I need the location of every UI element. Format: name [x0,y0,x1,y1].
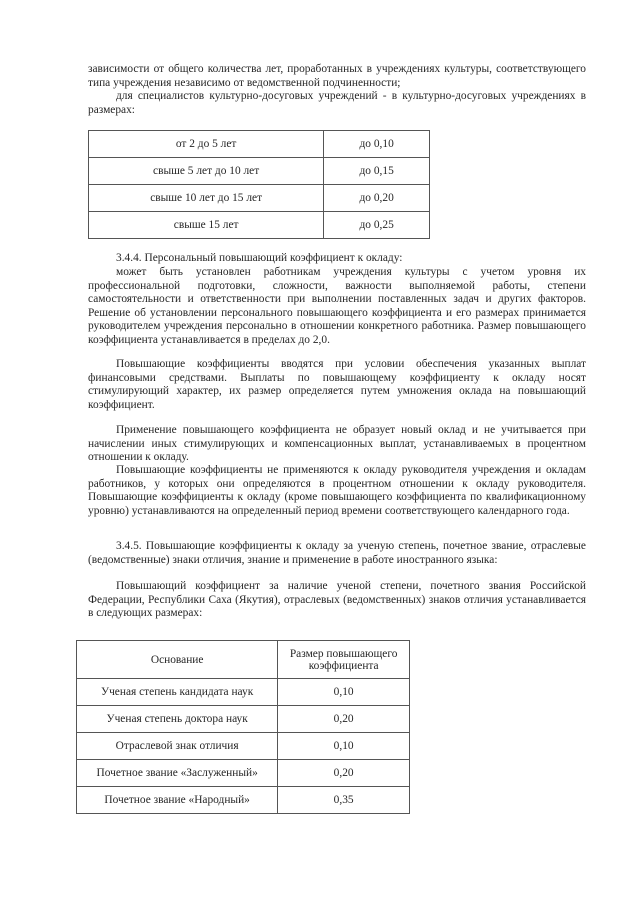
section-3-4-5: 3.4.5. Повышающие коэффициенты к окладу за ученую степень, почетное звание, отраслевые (ведомственные) знаки отличия, знание и применение в работе иностранного языка: [88,540,586,566]
basis-cell: Почетное звание «Народный» [77,787,278,814]
table-row [77,760,410,787]
table-row [77,679,410,706]
experience-period: от 2 до 5 лет [89,131,324,158]
table-header-row [77,641,410,679]
table-row [77,787,410,814]
table-row [89,158,430,185]
value-cell: 0,20 [278,706,410,733]
basis-cell: Почетное звание «Заслуженный» [77,760,278,787]
header-size: Размер повышающего коэффициента [278,641,410,679]
table-row [89,212,430,239]
paragraph-funds: Повышающие коэффициенты вводятся при условии обеспечения указанных выплат финансовыми средствами. Выплаты по повышающему коэффициенту к окладу носят стимулирующий характер, их размер определяется путем умножения оклада на повышающий коэффициент. [88,358,586,411]
paragraph-application: Применение повышающего коэффициента не образует новый оклад и не учитывается при начислении иных стимулирующих и компенсационных выплат, устанавливаемых в процентном отношении к окладу. [88,424,586,464]
value-cell: 0,10 [278,733,410,760]
basis-cell: Ученая степень доктора наук [77,706,278,733]
table-row [77,733,410,760]
table-row [89,131,430,158]
paragraph-dependency: зависимости от общего количества лет, проработанных в учреждениях культуры, соответствующего типа учреждения независимо от ведомственной подчиненности; [88,63,586,89]
experience-value: до 0,20 [324,185,430,212]
value-cell: 0,10 [278,679,410,706]
table-row [89,185,430,212]
experience-period: свыше 10 лет до 15 лет [89,185,324,212]
paragraph-head: Повышающие коэффициенты не применяются к окладу руководителя учреждения и окладам работников, у которых они определяются в процентном отношении к окладу руководителя. Повышающие коэффициенты к окладу (кроме повышающего коэффициента по квалификационному уровню) устанавливаются на определенный период времени соответствующего календарного года. [88,464,586,517]
paragraph-degree: Повышающий коэффициент за наличие ученой степени, почетного звания Российской Федерации, Республики Саха (Якутия), отраслевых (ведомственных) знаков отличия устанавливается в следующих размерах: [88,580,586,620]
value-cell: 0,20 [278,760,410,787]
experience-period: свыше 15 лет [89,212,324,239]
experience-table [88,130,430,239]
experience-value: до 0,25 [324,212,430,239]
experience-value: до 0,15 [324,158,430,185]
paragraph-3-4-4: может быть установлен работникам учреждения культуры с учетом уровня их профессиональной подготовки, сложности, важности выполняемой работы, степени самостоятельности и ответственности при выполнении поставленных задач и других факторов. Решение об установлении персонального повышающего коэффициента и его размерах принимается руководителем учреждения персонально в отношении конкретного работника. Размер повышающего коэффициента устанавливается в пределах до 2,0. [88,266,586,346]
paragraph-specialists: для специалистов культурно-досуговых учреждений - в культурно-досуговых учреждениях в размерах: [88,90,586,116]
value-cell: 0,35 [278,787,410,814]
table-row [77,706,410,733]
experience-value: до 0,10 [324,131,430,158]
basis-cell: Ученая степень кандидата наук [77,679,278,706]
basis-cell: Отраслевой знак отличия [77,733,278,760]
section-3-4-4-title: 3.4.4. Персональный повышающий коэффициент к окладу: [116,252,403,264]
experience-period: свыше 5 лет до 10 лет [89,158,324,185]
header-basis: Основание [77,641,278,679]
coefficient-table [76,640,410,814]
